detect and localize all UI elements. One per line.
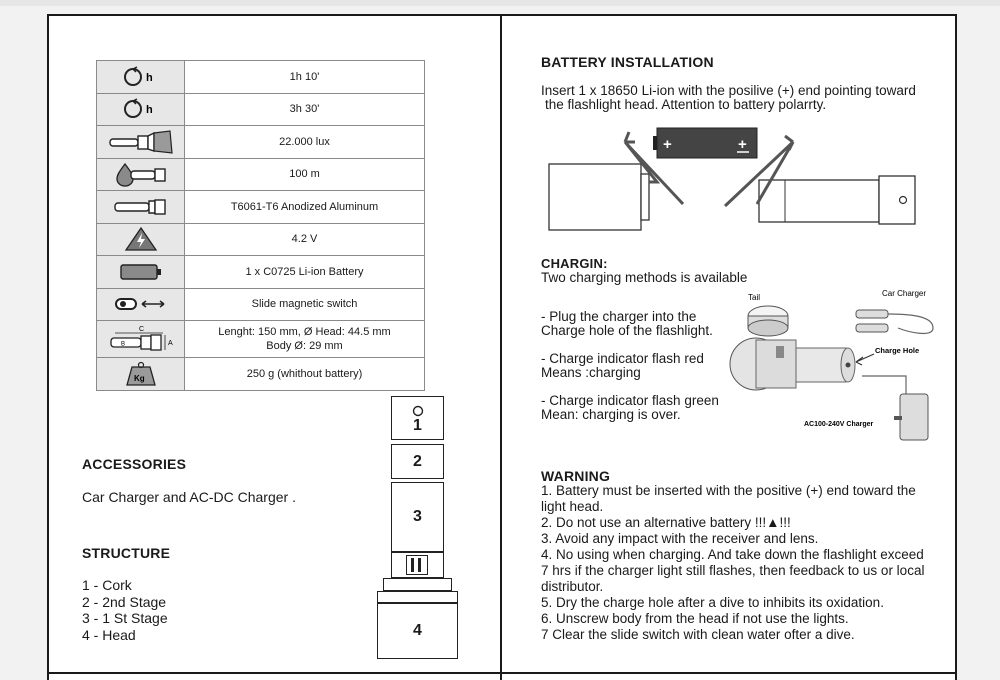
structure-item-2: 2 - 2nd Stage bbox=[82, 594, 167, 610]
spec-row bbox=[97, 158, 425, 191]
spec-value: 100 m bbox=[185, 158, 425, 191]
svg-text:h: h bbox=[145, 71, 153, 84]
spec-value: 3h 30' bbox=[185, 93, 425, 126]
accessories-text: Car Charger and AC-DC Charger . bbox=[82, 489, 296, 505]
warning-line: 1. Battery must be inserted with the positive (+) end toward the bbox=[541, 483, 916, 498]
warning-line: distributor. bbox=[541, 579, 604, 594]
bottom-border bbox=[47, 672, 957, 674]
spec-row bbox=[97, 223, 425, 256]
charging-step3-line1: - Charge indicator flash green bbox=[541, 393, 719, 408]
segment-number: 1 bbox=[413, 417, 422, 434]
warning-line: 5. Dry the charge hole after a dive to inhibits its oxidation. bbox=[541, 595, 884, 610]
spec-value: 1h 10' bbox=[185, 61, 425, 94]
flashlight-photo bbox=[730, 338, 855, 390]
head-ring bbox=[383, 578, 452, 591]
segment-cork bbox=[391, 396, 444, 440]
spec-row bbox=[97, 93, 425, 126]
weight-icon bbox=[97, 358, 185, 391]
dimensions-icon bbox=[97, 321, 185, 358]
flashlight-body-outline bbox=[759, 176, 915, 224]
battery-text-line2: the flashlight head. Attention to battery polarrty. bbox=[545, 97, 827, 112]
label-tail: Tail bbox=[748, 293, 761, 302]
warning-line: 2. Do not use an alternative battery !!!▲!!! bbox=[541, 515, 791, 530]
battery-plus-right: + bbox=[738, 136, 747, 153]
label-car-charger: Car Charger bbox=[882, 289, 927, 298]
warning-line: 3. Avoid any impact with the receiver and lens. bbox=[541, 531, 819, 546]
spec-value: 4.2 V bbox=[185, 223, 425, 256]
spec-value: 1 x C0725 Li-ion Battery bbox=[185, 256, 425, 289]
voltage-icon bbox=[97, 223, 185, 256]
warning-line: 7 hrs if the charger light still flashes, then feedback to us or local bbox=[541, 563, 925, 578]
segment-number: 2 bbox=[413, 452, 422, 470]
spec-row bbox=[97, 191, 425, 224]
spec-value-line2: Body Ø: 29 mm bbox=[266, 340, 343, 352]
svg-text:C: C bbox=[138, 326, 144, 333]
tail-cap-icon bbox=[748, 306, 788, 336]
charging-step1-line1: - Plug the charger into the bbox=[541, 309, 697, 324]
battery-icon bbox=[97, 256, 185, 289]
segment-1st-stage bbox=[391, 482, 444, 552]
svg-text:h: h bbox=[145, 104, 153, 117]
spec-row bbox=[97, 126, 425, 159]
warning-list bbox=[541, 483, 946, 643]
slide-switch-icon bbox=[406, 555, 428, 575]
svg-text:B: B bbox=[120, 341, 125, 348]
spec-row bbox=[97, 358, 425, 391]
column-divider bbox=[500, 14, 502, 680]
structure-item-1: 1 - Cork bbox=[82, 577, 132, 593]
segment-number: 4 bbox=[413, 622, 422, 639]
warning-title: WARNING bbox=[541, 468, 611, 484]
charging-subtitle: Two charging methods is available bbox=[541, 270, 748, 285]
spec-value: Slide magnetic switch bbox=[185, 288, 425, 321]
label-charge-hole: Charge Hole bbox=[875, 346, 920, 355]
beam-intensity-icon bbox=[97, 126, 185, 159]
charging-step2-line2: Means :charging bbox=[541, 365, 641, 380]
charging-diagram bbox=[728, 288, 942, 448]
charging-step3-line2: Mean: charging is over. bbox=[541, 407, 681, 422]
svg-text:A: A bbox=[167, 340, 173, 347]
spec-row bbox=[97, 61, 425, 94]
spec-value-line1: Lenght: 150 mm, Ø Head: 44.5 mm bbox=[218, 326, 391, 338]
accessories-title: ACCESSORIES bbox=[82, 456, 187, 472]
head-bezel bbox=[377, 591, 458, 603]
spec-value bbox=[185, 321, 425, 358]
structure-item-4: 4 - Head bbox=[82, 627, 136, 643]
spec-row bbox=[97, 256, 425, 289]
warning-line: light head. bbox=[541, 499, 604, 514]
segment-number: 3 bbox=[413, 508, 422, 525]
switch-icon bbox=[97, 288, 185, 321]
warning-line: 7 Clear the slide switch with clean water ofter a dive. bbox=[541, 627, 855, 642]
charging-step2-line1: - Charge indicator flash red bbox=[541, 351, 704, 366]
ac-charger-icon bbox=[862, 376, 928, 440]
battery-text-line1: Insert 1 x 18650 Li-ion with the posilive (+) end pointing toward bbox=[541, 83, 916, 98]
charge-hole-arrow-icon bbox=[856, 354, 874, 365]
structure-title: STRUCTURE bbox=[82, 545, 171, 561]
runtime-icon bbox=[97, 61, 185, 94]
spec-value: 250 g (whithout battery) bbox=[185, 358, 425, 391]
label-ac-charger: AC100-240V Charger bbox=[804, 421, 874, 428]
warning-line: 6. Unscrew body from the head if not use the lights. bbox=[541, 611, 849, 626]
waterproof-depth-icon bbox=[97, 158, 185, 191]
segment-2nd-stage bbox=[391, 444, 444, 479]
svg-text:Kg: Kg bbox=[133, 373, 145, 383]
charging-step1-line2: Charge hole of the flashlight. bbox=[541, 323, 713, 338]
battery-plus-left: + bbox=[663, 136, 672, 153]
top-strip bbox=[0, 0, 1000, 6]
spec-value: T6061-T6 Anodized Aluminum bbox=[185, 191, 425, 224]
segment-head bbox=[377, 603, 458, 659]
charging-title: CHARGIN: bbox=[541, 256, 608, 271]
lanyard-ring-icon bbox=[412, 405, 424, 417]
structure-item-3: 3 - 1 St Stage bbox=[82, 610, 168, 626]
spec-table bbox=[96, 60, 425, 391]
switch-collar bbox=[391, 552, 444, 578]
spec-row bbox=[97, 288, 425, 321]
battery-title: BATTERY INSTALLATION bbox=[541, 54, 714, 70]
battery-installation-diagram bbox=[545, 122, 925, 234]
flashlight-head-outline bbox=[549, 164, 649, 230]
spec-value: 22.000 lux bbox=[185, 126, 425, 159]
spec-row bbox=[97, 321, 425, 358]
runtime-icon bbox=[97, 93, 185, 126]
warning-line: 4. No using when charging. And take down the flashlight exceed bbox=[541, 547, 924, 562]
flashlight-body-icon bbox=[97, 191, 185, 224]
car-charger-icon bbox=[856, 310, 933, 333]
